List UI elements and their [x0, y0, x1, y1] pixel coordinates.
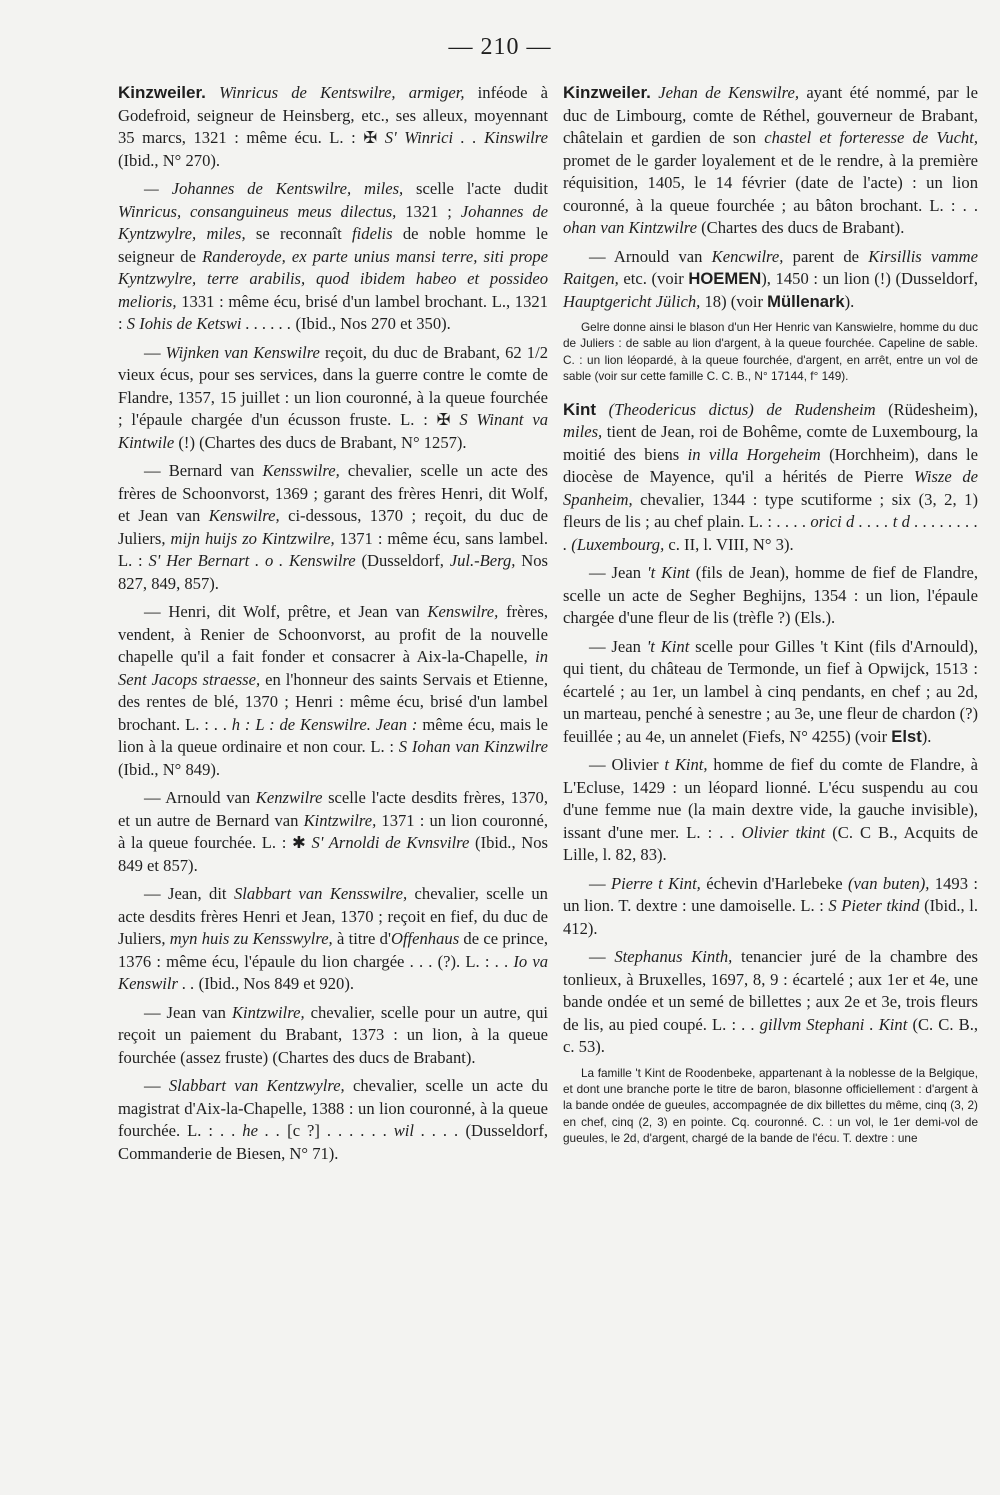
body-text: promet de le garder loyalement et de le rendre, à la première réquisition, 1405, le 14 février (date de l'acte) : un lion couronné, à la queue fourchée ; au bâton brochant. L. : . . [563, 150, 978, 215]
italic-text: 't Kint [646, 636, 690, 656]
body-text: ayant été nommé, par le duc de Limbourg, comte de Réthel, gouverneur de Brabant, châtelain et gardien de son [563, 83, 978, 147]
entry-paragraph [118, 460, 548, 595]
body-text: (Chartes des ducs de Brabant). [696, 218, 905, 237]
body-text: à titre d' [332, 929, 391, 948]
body-text: — Bernard van [144, 461, 263, 480]
body-text: — Jean, dit [144, 884, 234, 903]
italic-text: S Pieter tkind [828, 896, 920, 916]
body-text: (Dusseldorf, [355, 551, 450, 570]
body-text: — Jean [589, 563, 648, 583]
body-text: etc. (voir [618, 269, 689, 288]
cross-reference: Elst [891, 726, 922, 746]
body-text: même écu, mais le lion à la queue ordinaire et non cour. L. : [118, 714, 548, 756]
body-text: chevalier, scelle pour un autre, qui reçoit un paiement du Brabant, 1373 : un lion, à la queue fourchée (assez fruste) (Chartes des ducs de Brabant). [118, 1002, 548, 1067]
footnote [563, 1065, 978, 1147]
body-text: (Ibid., N° 849). [118, 759, 221, 779]
body-text: frères, vendent, à Renier de Schoonvorst, au profit de la nouvelle chapelle qu'il a fait fonder et consacrer à Aix-la-Chapelle, [118, 602, 548, 666]
italic-text: S' Winrici . . Kinswilre [384, 128, 548, 147]
entry-paragraph [118, 1075, 548, 1165]
italic-text: Kintzwilre, [231, 1002, 305, 1022]
italic-text: S Iohan van Kinzwilre [398, 737, 548, 756]
body-text: 18) (voir [700, 291, 768, 311]
body-text [596, 400, 609, 419]
body-text: (Ibid., N° 270). [118, 150, 221, 170]
entry-paragraph [563, 946, 978, 1059]
italic-text: Johannes de Kyntzwylre, miles, [118, 201, 549, 243]
italic-text: Kirsillis vamme Raitgen, [563, 246, 978, 288]
body-text: — Arnould van [144, 788, 256, 807]
body-text: — Henri, dit Wolf, prêtre, et Jean van [144, 602, 428, 621]
body-text: — [589, 947, 615, 967]
body-text: (Ibid., Nos 270 et 350). [291, 314, 451, 333]
body-text: 1321 ; [396, 201, 461, 221]
body-text: en l'honneur des saints Servais et Etienne, des rentes de blé, 1370 ; Henri : même écu, brisé d'un lambel brochant. L. : . . [118, 669, 549, 734]
italic-text: (Theodericus dictus) de Rudensheim [608, 399, 876, 419]
body-text: — Olivier [589, 755, 665, 775]
body-text: homme de fief du comte de Flandre, à L'Ecluse, 1429 : un léopard lionné. L'écu suspendu au cou d'une femme nue (la main dextre vide, la gauche invisible), issant d'une mer. L. : . . [563, 755, 978, 842]
body-text: ci-dessous, 1370 ; reçoit, du duc de Juliers, [118, 506, 548, 548]
italic-text: orici d . . . . t d . . . . . . . . . (Luxembourg, [563, 512, 978, 554]
body-text: — [144, 1076, 169, 1095]
entry-paragraph [118, 601, 548, 781]
italic-text: (van buten), [848, 873, 930, 893]
entry-paragraph [563, 636, 978, 749]
italic-text: Kensswilre, [262, 461, 340, 480]
italic-text: in villa Horgeheim [687, 444, 821, 464]
italic-text: gillvm Stephani . Kint [759, 1014, 908, 1034]
italic-text: in Sent Jacops straesse, [118, 647, 548, 689]
italic-text: Offenhaus [390, 929, 460, 948]
body-text: — Arnould van [589, 246, 712, 266]
body-text [206, 83, 219, 102]
entry-heading-paragraph [563, 82, 978, 240]
entry-heading: Kint [563, 399, 597, 419]
body-text: parent de [783, 246, 869, 266]
body-text: (Dusseldorf, Commanderie de Biesen, N° 71). [118, 1121, 548, 1163]
entry-heading: Kinzweiler. [563, 83, 651, 102]
body-text: (Ibid., Nos 849 et 857). [118, 833, 548, 875]
body-text: (Horchheim), dans le diocèse de Mayence, qu'il a hérités de Pierre [563, 444, 978, 487]
body-text: (!) (Chartes des ducs de Brabant, N° 1257). [174, 432, 467, 452]
body-text: — Jean [589, 636, 647, 656]
italic-text: chastel et forteresse de Vucht, [764, 128, 978, 147]
italic-text: Kencwilre, [711, 246, 784, 266]
body-text: chevalier, scelle un acte des frères de Schoonvorst, 1369 ; garant des frères Henri, dit Wolf, et Jean van [118, 461, 548, 525]
body-text: — [589, 873, 611, 893]
body-text: Nos 827, 849, 857). [118, 551, 548, 593]
italic-text: — Johannes de Kentswilre, miles, [144, 179, 404, 198]
body-text: de noble homme le seigneur de [118, 224, 548, 266]
body-text: échevin d'Harlebeke [700, 873, 849, 893]
italic-text: Winricus de Kentswilre, armiger, [219, 83, 465, 102]
italic-text: fidelis [352, 224, 393, 243]
italic-text: Slabbart van Kensswilre, [233, 884, 408, 903]
entry-heading-paragraph [563, 399, 978, 557]
italic-text: t Kint, [664, 755, 708, 775]
page-number: — 210 — [448, 34, 552, 60]
entry-paragraph [118, 178, 548, 336]
italic-text: Winricus, consanguineus meus dilectus, [118, 201, 397, 221]
body-text: chevalier, 1344 : type scutiforme ; six (3, 2, 1) fleurs de lis ; au chef plain. L. : . . . . [563, 489, 978, 532]
body-text: scelle l'acte desdits frères, 1370, et un autre de Bernard van [118, 788, 548, 830]
entry-paragraph [118, 787, 548, 877]
body-text: 1331 : même écu, brisé d'un lambel brochant. L., 1321 : [118, 291, 548, 333]
italic-text: mijn huijs zo Kintzwilre, [170, 528, 335, 548]
body-text: (C. C B., Acquits de Lille, l. 82, 83). [563, 822, 978, 865]
body-text: 1493 : un lion. T. dextre : une damoiselle. L. : [563, 873, 978, 916]
entry-paragraph [563, 754, 978, 867]
body-text: c. II, l. VIII, N° 3). [664, 534, 794, 554]
body-text: — [144, 342, 166, 362]
italic-text: Wijnken van Kenswilre [165, 342, 320, 362]
body-text: de ce prince, 1376 : même écu, l'épaule du lion chargée . . . (?). L. : . . [118, 929, 548, 971]
body-text: (Ibid., l. 412). [563, 896, 979, 938]
italic-text: Jehan de Kenswilre, [658, 83, 799, 102]
italic-text: h : L : de Kenswilre. Jean : [231, 714, 418, 734]
italic-text: myn huis zu Kensswylre, [169, 929, 333, 948]
entry-heading-paragraph [118, 82, 548, 172]
entry-paragraph [563, 873, 978, 941]
italic-text: Stephanus Kinth, [614, 947, 733, 967]
entry-paragraph [563, 562, 978, 630]
italic-text: Kenswilre, [427, 602, 499, 621]
italic-text: miles, [563, 422, 603, 442]
body-text: (fils de Jean), homme de fief de Flandre, scelle un acte de Segher Beghijns, 1354 : un lion, l'épaule chargée d'une fleur de lis (trèfle ?) (Els.). [563, 563, 978, 628]
italic-text: Wisze de Spanheim, [563, 467, 979, 509]
italic-text: Randeroyde, ex parte unius mansi terre, siti prope Kyntzwylre, terre arabilis, quod ibidem habeo et possideo melioris, [118, 246, 548, 311]
body-text: 1371 : un lion couronné, à la queue fourchée. L. : ✱ [118, 810, 549, 852]
italic-text: S Iohis de Ketswi . . . . . . [126, 314, 292, 333]
italic-text: Jul.-Berg, [449, 551, 516, 570]
italic-text: he . . [242, 1121, 281, 1140]
body-text: ), 1450 : un lion (!) (Dusseldorf, [761, 269, 978, 288]
italic-text: Slabbart van Kentzwylre, [168, 1076, 345, 1095]
right-column [563, 82, 978, 1161]
italic-text: S' Her Bernart . o . Kenswilre [148, 551, 356, 570]
body-text: chevalier, scelle un acte desdits frères Henri et Jean, 1370 ; reçoit en fief, du duc de Juliers, [118, 884, 548, 948]
body-text: — Jean van [144, 1002, 232, 1022]
body-text: [c ?] . . . . . . [280, 1121, 394, 1140]
footnote-text: Gelre donne ainsi le blason d'un Her Henric van Kanswielre, homme du duc de Juliers : de sable au lion d'argent, à la queue fourchée. Capeline de sable. C. : un lion léopardé, à la queue fourchée, d'argent, en arrêt, entre un vol de sable (voir sur cette famille C. C. B., N° 17144, f° 149). [563, 320, 978, 384]
body-text: tient de Jean, roi de Bohême, comte de Luxembourg, la moitié des biens [563, 422, 978, 464]
body-text: tenancier juré de la chambre des tonlieux, à Bruxelles, 1697, 8, 9 : écartelé ; aux 1er et 4e, une bande ondée et un semé de billettes ; aux 2e et 3e, trois fleurs de lis, au pied coupé. L. : . . [563, 947, 978, 1034]
italic-text: Pierre t Kint, [610, 873, 701, 893]
body-text: se reconnaît [245, 224, 353, 243]
entry-paragraph [118, 342, 548, 455]
italic-text: Hauptgericht Jülich, [563, 291, 701, 311]
footnote [563, 319, 978, 385]
body-text: ). [921, 726, 932, 746]
italic-text: Olivier tkint [741, 822, 826, 842]
body-text: (Ibid., Nos 849 et 920). [194, 974, 354, 993]
entry-heading: Kinzweiler. [118, 83, 206, 102]
entry-paragraph [563, 246, 978, 314]
body-text: (C. C. B., c. 53). [563, 1014, 978, 1057]
left-column [118, 82, 548, 1171]
body-text: (Rüdesheim), [875, 399, 978, 419]
italic-text: Kenzwilre [255, 788, 323, 807]
footnote-text: La famille 't Kint de Roodenbeke, appartenant à la noblesse de la Belgique, et dont une branche porte le titre de baron, blasonne officiellement : d'argent à la bande ondée de gueules, accompagnée de dix billettes du même, cinq (3, 2) en chef, cinq (2, 3) en pointe. Cq. couronné. C. : un vol, le 1er demi-vol de gueules, le 2d, d'argent, chargé de la bande de l'écu. T. dextre : une [563, 1065, 978, 1146]
italic-text: S' Arnoldi de Kvnsvilre [311, 833, 470, 852]
italic-text: Io va Kenswilr . . [118, 951, 549, 993]
italic-text: Kenswilre, [208, 506, 280, 525]
body-text: 1371 : même écu, sans lambel. L. : [118, 528, 548, 570]
body-text: inféode à Godefroid, seigneur de Heinsberg, etc., ses alleux, moyennant 35 marcs, 1321 : même écu. L. : ✠ [118, 83, 548, 147]
entry-paragraph [118, 883, 548, 996]
body-text: scelle l'acte dudit [403, 179, 548, 198]
italic-text: wil . . . . [393, 1121, 459, 1140]
italic-text: Kintzwilre, [303, 810, 377, 830]
body-text: ). [844, 291, 855, 311]
cross-reference: HOEMEN [688, 269, 762, 288]
body-text: scelle pour Gilles 't Kint (fils d'Arnould), qui tient, du château de Termonde, un fief à Opwijck, 1513 : écartelé ; au 1er, un lambel à cinq pendants, en chef ; au 2d, un marteau, penché à senestre ; au 3e, une fleur de chardon (?) feuillée ; au 4e, un annelet (Fiefs, N° 4255) (voir [563, 636, 978, 746]
body-text: chevalier, scelle un acte du magistrat d'Aix-la-Chapelle, 1388 : un lion couronné, à la queue fourchée. L. : . . [118, 1076, 548, 1140]
entry-paragraph [118, 1002, 548, 1070]
body-text: reçoit, du duc de Brabant, 62 1/2 vieux écus, pour ses services, dans la guerre contre le comte de Flandre, 1357, 15 juillet : un lion couronné, à la queue fourchée ; l'épaule chargée d'un écusson fruste. L. : ✠ [118, 342, 548, 429]
italic-text: S Winant va Kintwile [118, 410, 548, 452]
italic-text: ohan van Kintzwilre [563, 218, 697, 237]
italic-text: 't Kint [647, 563, 690, 583]
cross-reference: Müllenark [767, 291, 845, 311]
